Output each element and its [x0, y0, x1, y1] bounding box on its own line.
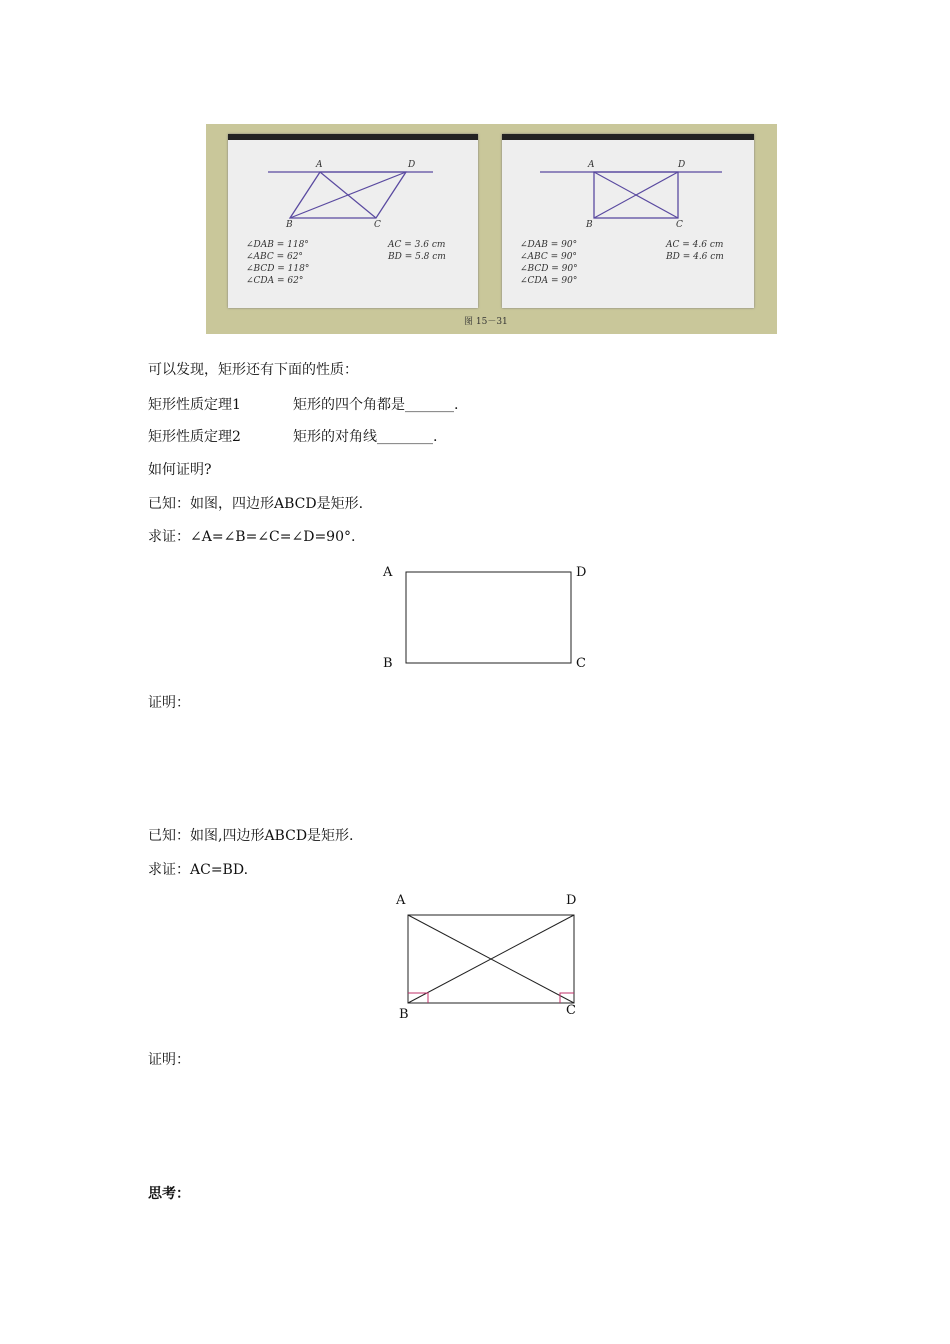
fig2-label-b: B: [399, 1007, 409, 1022]
theorem-2-label: 矩形性质定理2: [148, 429, 241, 445]
theorem-2-body: 矩形的对角线________.: [293, 429, 438, 445]
right-angle-2: ∠ABC = 90°: [520, 252, 577, 262]
proof-1: 证明：: [148, 695, 190, 711]
fig1-label-a: A: [383, 565, 393, 580]
left-point-a: A: [316, 160, 323, 170]
theorem-1-body: 矩形的四个角都是_______.: [293, 397, 459, 413]
intro-line: 可以发现，矩形还有下面的性质：: [148, 362, 358, 378]
fig1-label-c: C: [576, 656, 586, 671]
right-point-b: B: [586, 220, 593, 230]
left-angle-3: ∠BCD = 118°: [246, 264, 310, 274]
right-point-d: D: [678, 160, 686, 170]
photo-caption: 图 15－31: [464, 317, 508, 327]
right-diagonal-ac: AC = 4.6 cm: [666, 240, 724, 250]
left-point-d: D: [408, 160, 416, 170]
rectangle-figure-1: [380, 560, 590, 675]
left-screen: [228, 134, 478, 308]
left-point-b: B: [286, 220, 293, 230]
given-2: 已知：如图,四边形ABCD是矩形.: [148, 828, 354, 844]
fig2-label-a: A: [396, 893, 406, 908]
theorem-1-label: 矩形性质定理1: [148, 397, 241, 413]
theorem-1: [148, 395, 458, 415]
left-point-c: C: [374, 220, 381, 230]
fig2-label-d: D: [566, 893, 577, 908]
prove-1: 求证：∠A=∠B=∠C=∠D=90°.: [148, 529, 356, 545]
right-point-a: A: [588, 160, 595, 170]
proof-2: 证明：: [148, 1052, 190, 1068]
fig2-label-c: C: [566, 1003, 576, 1018]
left-diagonal-ac: AC = 3.6 cm: [388, 240, 446, 250]
fig1-label-b: B: [383, 656, 393, 671]
right-point-c: C: [676, 220, 683, 230]
right-diagonal-bd: BD = 4.6 cm: [666, 252, 724, 262]
right-angle-1: ∠DAB = 90°: [520, 240, 578, 250]
left-angle-4: ∠CDA = 62°: [246, 276, 304, 286]
left-angle-1: ∠DAB = 118°: [246, 240, 309, 250]
prove-2: 求证：AC=BD.: [148, 862, 249, 878]
right-angle-3: ∠BCD = 90°: [520, 264, 578, 274]
left-diagonal-bd: BD = 5.8 cm: [388, 252, 446, 262]
think-heading: 思考：: [148, 1186, 190, 1202]
fig1-label-d: D: [576, 565, 587, 580]
rectangle-figure-2: [396, 906, 586, 1010]
theorem-2: [148, 427, 437, 447]
left-angle-2: ∠ABC = 62°: [246, 252, 303, 262]
how-prove: 如何证明?: [148, 462, 212, 478]
right-angle-4: ∠CDA = 90°: [520, 276, 578, 286]
right-screen: [502, 134, 754, 308]
textbook-photo: [206, 124, 777, 334]
given-1: 已知：如图，四边形ABCD是矩形.: [148, 496, 364, 512]
